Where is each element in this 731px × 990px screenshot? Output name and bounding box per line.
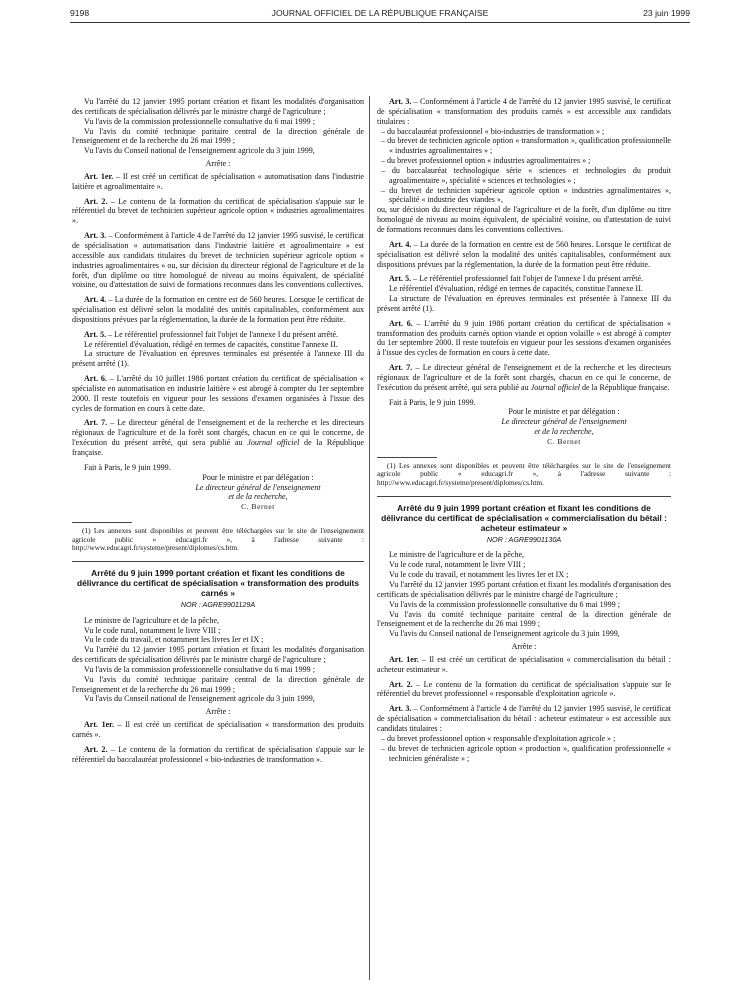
article-3: Art. 3. – Conformément à l'article 4 de l'arrêté du 12 janvier 1995 susvisé, le certificat de spécialisation « automatisation dans l'industrie laitière et agroalimentaire » est accessible aux candidats titulaires du brevet de technicien supérieur agricole option « industries agroalimentaires » ou, sur décision du directeur régional de l'agriculture et de la forêt, d'un diplôme ou titre homologué de niveau au moins équivalent, de spécialité voisine, ou d'attestation de suivi de formations reconnues dans les conventions collectives. [72,231,365,290]
decree-title: Arrêté du 9 juin 1999 portant création et fixant les conditions de délivrance du certificat de spécialisation « commercialisation du bétail : acheteur estimateur » [381,502,667,533]
section-rule [377,496,671,497]
visa: Vu l'avis du Conseil national de l'enseignement agricole du 3 juin 1999, [84,694,315,704]
signature-line: Le directeur général de l'enseignement [195,482,321,492]
article-2: Art. 2. – Le contenu de la formation du certificat de spécialisation s'appuie sur le référentiel du brevet de technicien supérieur agricole option « industries agroalimentaires ». [72,196,364,226]
signature-line: et de la recherche, [534,427,594,437]
signature-line: Le directeur général de l'enseignement [501,417,627,427]
article-6: Art. 6. – L'arrêté du 9 juin 1986 portant création du certificat de spécialisation « transformation des produits carnés option viande et option volaille » est abrogé à compter du 1er septembre 2000. Il reste toutefois en vigueur pour les sessions d'examen organisées à l'issue des cycles de formation en cours à cette date. [377,318,671,358]
signature-line: Pour le ministre et par délégation : [508,407,620,417]
article-5-para: La structure de l'évaluation en épreuves terminales est présentée à l'annexe III du présent arrêté (1). [377,294,671,313]
article-3-continued: ou, sur décision du directeur régional de l'agriculture et de la forêt, d'un diplôme ou titre homologué de niveau au moins équivalent, de spécialité voisine, ou d'attestation de suivi de formations reconnues dans les conventions collectives. [377,205,671,234]
left-column [72,97,364,765]
signing-place-date: Fait à Paris, le 9 juin 1999. [84,462,171,472]
decree-title: Arrêté du 9 juin 1999 portant création et fixant les conditions de délivrance du certificat de spécialisation « transformation des produits carnés » [76,567,360,598]
article-1: Art. 1er. – Il est créé un certificat de spécialisation « commercialisation du bétail : acheteur estimateur ». [377,654,671,674]
arrete-heading: Arrête : [511,642,537,652]
list-item: – du brevet de technicien agricole option « transformation », qualification professionnelle « industries agroalimentaires » ; [381,136,671,156]
list-item: – du baccalauréat technologique série « sciences et technologies du produit agroalimentaire », spécialité « sciences et technologies » ; [381,165,671,185]
article-5: Art. 5. – Le référentiel professionnel fait l'objet de l'annexe I du présent arrêté. [389,274,644,284]
article-5-para: Le référentiel d'évaluation, rédigé en termes de capacités, constitue l'annexe II. [389,284,643,294]
list-item: – du brevet professionnel option « industries agroalimentaires » ; [381,156,591,166]
visa: Vu l'avis du Conseil national de l'enseignement agricole du 3 juin 1999, [84,146,315,156]
article-3: Art. 3. – Conformément à l'article 4 de l'arrêté du 12 janvier 1995 susvisé, le certificat de spécialisation « commercialisation du bétail : acheteur estimateur » est accessible aux candidats titulaires : [377,704,672,733]
signatory-name: C. Bernet [241,502,275,512]
article-3: Art. 3. – Conformément à l'article 4 de l'arrêté du 12 janvier 1995 susvisé, le certificat de spécialisation « transformation des produits carnés » est accessible aux candidats titulaires : [377,97,672,126]
article-7: Art. 7. – Le directeur général de l'enseignement et de la recherche et les directeurs régionaux de l'agriculture et de la forêt sont chargés, chacun en ce qui le concerne, de l'exécution du présent arrêté, qui sera publié au Journal officiel de la République française. [72,418,364,457]
page-header [70,8,690,22]
page-number: 9198 [70,8,90,18]
visa: Vu l'avis du comité technique paritaire central de la direction générale de l'enseignement et de la recherche du 26 mai 1999 ; [72,126,364,146]
nor-reference: NOR : AGRE9901129A [180,599,256,609]
visa: Vu l'avis du comité technique paritaire central de la direction générale de l'enseignement et de la recherche du 26 mai 1999 ; [72,674,364,694]
signatory-name: C. Bernet [547,437,581,446]
signing-place-date: Fait à Paris, le 9 juin 1999. [389,397,476,407]
signature-line: Pour le ministre et par délégation : [202,472,314,482]
article-4: Art. 4. – La durée de la formation en centre est de 560 heures. Lorsque le certificat de spécialisation est délivré selon la modalité des unités capitalisables, conformément aux dispositions prévues par la réglementation, la durée de la formation peut être réduite. [72,295,364,324]
article-4: Art. 4. – La durée de la formation en centre est de 560 heures. Lorsque le certificat de spécialisation est délivré selon la modalité des unités capitalisables, conformément aux dispositions prévues par la réglementation, la durée de la formation peut être réduite. [377,239,671,269]
nor-reference: NOR : AGRE9901130A [486,534,562,544]
visa: Vu le code du travail, et notamment les livres Ier et IX ; [389,570,569,580]
article-1: Art. 1er. – Il est créé un certificat de spécialisation « automatisation dans l'industrie laitière et agroalimentaire ». [72,171,364,191]
right-column [377,97,671,763]
header-rule [70,22,690,23]
visa: Vu l'avis du Conseil national de l'enseignement agricole du 3 juin 1999, [389,629,620,639]
visa: Vu le code du travail, et notamment les livres Ier et IX ; [84,635,264,645]
footnote-rule [377,457,437,458]
arrete-heading: Arrête : [205,159,231,169]
visa: Le ministre de l'agriculture et de la pêche, [389,550,525,560]
visa: Vu l'arrêté du 12 janvier 1995 portant création et fixant les modalités d'organisation des certificats de spécialisation délivrés par le ministre chargé de l'agriculture ; [72,645,364,665]
visa: Vu l'avis du comité technique paritaire central de la direction générale de l'enseignement et de la recherche du 26 mai 1999 ; [377,609,671,629]
article-2: Art. 2. – Le contenu de la formation du certificat de spécialisation s'appuie sur le référentiel du brevet professionnel « responsable d'exploitation agricole ». [377,679,671,699]
list-item: – du brevet professionnel option « responsable d'exploitation agricole » ; [381,733,616,743]
visa: Vu l'arrêté du 12 janvier 1995 portant création et fixant les modalités d'organisation des certificats de spécialisation délivrés par le ministre chargé de l'agriculture ; [377,580,671,599]
visa: Vu le code rural, notamment le livre VIII ; [389,560,526,570]
column-divider [369,96,370,980]
article-5-para: Le référentiel d'évaluation, rédigé en termes de capacités, constitue l'annexe II. [84,339,338,349]
arrete-heading: Arrête : [205,707,231,717]
article-5-para: La structure de l'évaluation en épreuves terminales est présentée à l'annexe III du présent arrêté (1). [72,349,364,369]
list-item: – du baccalauréat professionnel « bio-industries de transformation » ; [381,126,605,136]
article-6: Art. 6. – L'arrêté du 10 juillet 1986 portant création du certificat de spécialisation « spécialiste en automatisation en industrie laitière » est abrogé à compter du 1er septembre 2000. Il reste toutefois en vigueur pour les sessions d'examen organisées à l'issue des cycles de formation en cours à cette date. [72,374,364,413]
visa: Vu l'avis de la commission professionnelle consultative du 6 mai 1999 ; [389,599,620,609]
eligibility-list [377,127,671,206]
article-5: Art. 5. – Le référentiel professionnel fait l'objet de l'annexe I du présent arrêté. [84,329,339,339]
visa: Le ministre de l'agriculture et de la pêche, [84,615,220,625]
footnote-rule [72,522,132,523]
visa: Vu le code rural, notamment le livre VIII ; [84,625,221,635]
footnote: (1) Les annexes sont disponibles et peuvent être téléchargées sur le site de l'enseignement agricole public « educagri.fr », à l'adresse suivante : http://www.educagri.fr/systeme/present/diplomes/cs.htm. [72,526,364,553]
visa: Vu l'avis de la commission professionnelle consultative du 6 mai 1999 ; [84,116,315,126]
issue-date: 23 juin 1999 [643,8,690,18]
list-item: – du brevet de technicien agricole option « production », qualification professionnelle « technicien généraliste » ; [381,743,671,763]
article-7: Art. 7. – Le directeur général de l'enseignement et de la recherche et les directeurs régionaux de l'agriculture et de la forêt sont chargés, chacun en ce qui le concerne, de l'exécution du présent arrêté, qui sera publié au Journal officiel de la République française. [377,363,672,392]
list-item: – du brevet de technicien supérieur agricole option « industries agroalimentaires », spécialité « industrie des viandes », [381,185,671,205]
visa: Vu l'arrêté du 12 janvier 1995 portant création et fixant les modalités d'organisation des certificats de spécialisation délivrés par le ministre chargé de l'agriculture ; [72,97,364,116]
eligibility-list [377,734,671,764]
visa: Vu l'avis de la commission professionnelle consultative du 6 mai 1999 ; [84,664,315,674]
footnote: (1) Les annexes sont disponibles et peuvent être téléchargées sur le site de l'enseignement agricole public « educagri.fr », à l'adresse suivante : http://www.educagri.fr/systeme/present/diplomes/cs.htm. [377,460,671,488]
article-1: Art. 1er. – Il est créé un certificat de spécialisation « transformation des produits carnés ». [72,720,364,739]
article-2: Art. 2. – Le contenu de la formation du certificat de spécialisation s'appuie sur le référentiel du baccalauréat professionnel « bio-industries de transformation ». [72,744,364,764]
section-rule [72,561,364,562]
signature-line: et de la recherche, [228,492,288,502]
journal-title: JOURNAL OFFICIEL DE LA RÉPUBLIQUE FRANÇAISE [271,8,489,18]
